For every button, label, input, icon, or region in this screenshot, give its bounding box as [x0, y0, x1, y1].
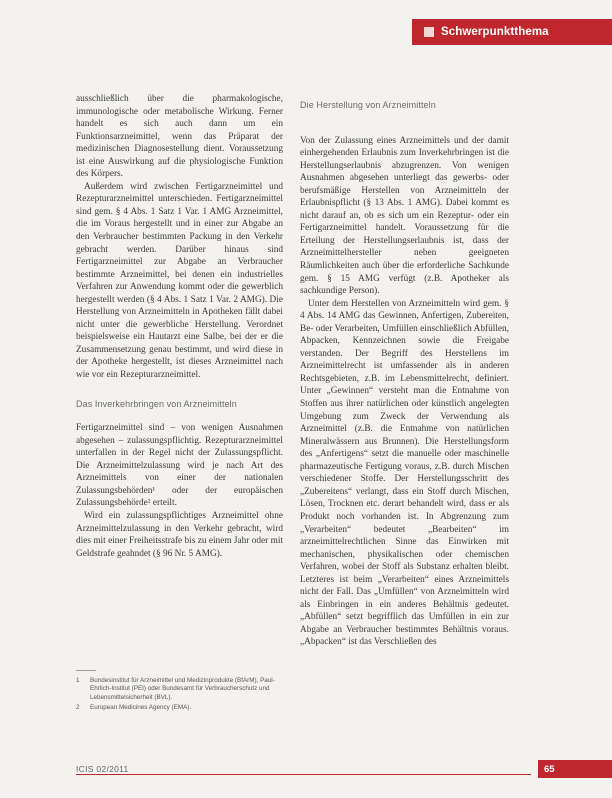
subheading: Die Herstellung von Arzneimitteln	[300, 100, 436, 110]
footnotes	[76, 677, 286, 715]
footnote-text: Bundesinstitut für Arzneimittel und Medizinprodukte (BfArM), Paul-Ehrlich-Institut (PEI) oder Bundesamt für Verbraucherschutz und Lebensmittelsicherheit (BVL).	[90, 677, 275, 701]
footnote-text: European Medicines Agency (EMA).	[90, 704, 192, 712]
paragraph: Von der Zulassung eines Arzneimittels und der damit einhergehenden Erlaubnis zum Inverkehrbringen ist die Herstellungserlaubnis abzugrenzen. Von wenigen Ausnahmen abgesehen unterliegt das gewerbs- oder berufsmäßige Herstellen von Arzneimitteln der Erlaubnispflicht (§ 13 Abs. 1 AMG). Dabei kommt es nicht darauf an, ob es sich um ein Rezeptur- oder ein Fertigarzneimittel handelt. Voraussetzung für die Erteilung der Herstellungserlaubnis ist, dass der Arzneimittelhersteller neben geeigneten Räumlichkeiten auch über die erforderliche Sachkunde gem. § 15 AMG verfügt (z.B. Apotheker als sachkundige Person).	[300, 135, 509, 297]
page-number: 65	[544, 763, 555, 775]
section-header-bar	[412, 19, 612, 45]
paragraph: ausschließlich über die pharmakologische, immunologische oder metabolische Wirkung. Ferner handelt es sich auch dann um ein Funktionsarzneimittel, wenn das Präparat der medizinischen Diagnosestellung dient. Voraussetzung ist eine Auswirkung auf die physiologische Funktion des Körpers.	[76, 94, 283, 180]
section-header-label: Schwerpunktthema	[441, 26, 549, 38]
page-number-box	[538, 760, 612, 778]
paragraph: Fertigarzneimittel sind – von wenigen Ausnahmen abgesehen – zulassungspflichtig. Rezepturarzneimittel unterfallen in der Regel nicht der Zulassungspflicht. Die Arzneimittelzulassung wird je nach Art des Arzneimittels von einer der nationalen Zulassungsbehörden¹ oder der europäischen Zulassungsbehörde² erteilt.	[76, 423, 283, 509]
left-column	[76, 93, 283, 560]
footnote	[76, 677, 286, 702]
right-column	[300, 99, 509, 649]
subheading: Das Inverkehrbringen von Arzneimitteln	[76, 398, 237, 409]
issue-label: ICIS 02/2011	[76, 764, 129, 774]
square-icon	[424, 27, 434, 37]
paragraph: Wird ein zulassungspflichtiges Arzneimittel ohne Arzneimittelzulassung in den Verkehr gebracht, wird dies mit einer Freiheitsstrafe bis zu einem Jahr oder mit Geldstrafe geahndet (§ 96 Nr. 5 AMG).	[76, 510, 283, 559]
footer-rule	[76, 774, 531, 775]
paragraph: Außerdem wird zwischen Fertigarzneimittel und Rezepturarzneimittel unterschieden. Fertigarzneimittel sind gem. § 4 Abs. 1 Satz 1 Var. 1 AMG Arzneimittel, die im Voraus hergestellt und in einer zur Abgabe an den Verbraucher bestimmten Packung in den Verkehr gebracht werden. Darüber hinaus sind Fertigarzneimittel zur Abgabe an Verbraucher bestimmte Arzneimittel, bei denen ein industrielles Verfahren zur Anwendung kommt oder die gewerblich hergestellt werden (§ 4 Abs. 1 Satz 1 Var. 2 AMG). Die Herstellung von Arzneimitteln in Apotheken fällt dabei nicht unter die gewerbliche Herstellung. Verordnet beispielsweise ein Hautarzt eine Salbe, bei der er die Zusammensetzung genau bestimmt, und wird diese in der Apotheke hergestellt, ist dieses Arzneimittel nach wie vor ein Rezepturarzneimittel.	[76, 181, 283, 381]
footnote	[76, 704, 286, 712]
paragraph: Unter dem Herstellen von Arzneimitteln wird gem. § 4 Abs. 14 AMG das Gewinnen, Anfertigen, Zubereiten, Be- oder Verarbeiten, Umfüllen einschließlich Abfüllen, Abpacken, Kennzeichnen sowie die Freigabe verstanden. Der Begriff des Herstellens im Arzneimittelrecht ist umfassender als in anderen Rechtsgebieten, z.B. im Lebensmittelrecht, definiert. Unter „Gewinnen“ versteht man die Entnahme von Stoffen aus ihrer natürlichen oder künstlich angelegten Umgebung zum Zweck der Verwendung als Arzneimittel (z.B. die Entnahme von natürlichen Mineralwässern aus Brunnen). Die Herstellungsform des „Anfertigens“ setzt die manuelle oder maschinelle pharmazeutische Fertigung voraus, z.B. durch Mischen verschiedener Stoffe. Der Herstellungsschritt des „Zubereitens“ verlangt, dass ein Stoff durch Mischen, Lösen, Trocknen etc. derart behandelt wird, dass er als Produkt noch vorhanden ist. In Abgrenzung zum „Verarbeiten“ bedeutet „Bearbeiten“ im arzneimittelrechtlichen Sinne das Einwirken mit mechanischen, physikalischen oder chemischen Verfahren, wobei der Stoff als Substanz erhalten bleibt. Letzteres ist beim „Verarbeiten“ eines Arzneimittels nicht der Fall. Das „Umfüllen“ von Arzneimitteln wird als Einbringen in ein anderes Behältnis gedeutet. „Abfüllen“ setzt begrifflich das Umfüllen in ein zur Abgabe an Verbraucher bestimmtes Behältnis voraus. „Abpacken“ ist das Verschließen des	[300, 298, 509, 648]
footnote-divider	[76, 670, 96, 671]
footnote-number: 1	[76, 677, 80, 684]
footnote-number: 2	[76, 704, 80, 712]
